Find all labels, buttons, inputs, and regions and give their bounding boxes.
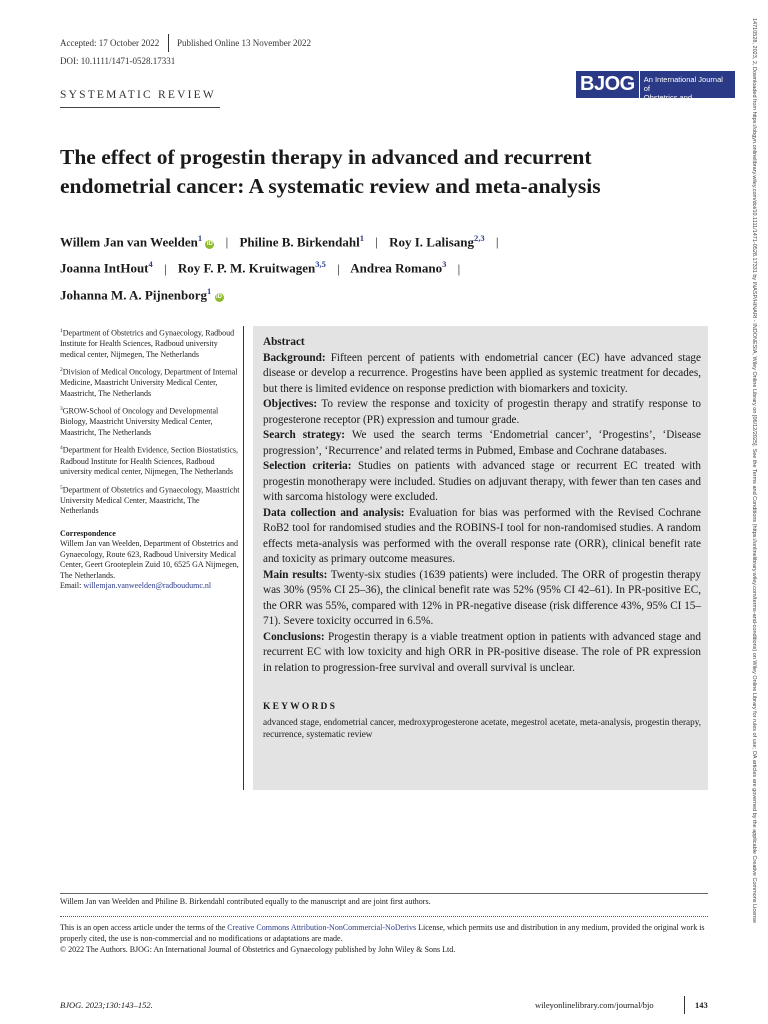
author-line-3: Johanna M. A. Pijnenborg$^1$ iD bbox=[60, 285, 222, 302]
journal-logo-subtitle: An International Journal of Obstetrics and Gynaecology bbox=[639, 71, 735, 98]
email-link[interactable]: willemjan.vanweelden@radboudumc.nl bbox=[83, 581, 212, 591]
section-label: SYSTEMATIC REVIEW bbox=[60, 89, 216, 101]
license-link[interactable]: Creative Commons Attribution-NonCommercial-NoDerivs bbox=[227, 923, 417, 932]
footnote-rule bbox=[60, 893, 708, 894]
page-number: 143 bbox=[695, 1000, 708, 1010]
footer-divider bbox=[684, 996, 685, 1014]
keywords-list: advanced stage, endometrial cancer, medroxyprogesterone acetate, megestrol acetate, meta-analysis, progestin therapy, recurrence, systematic review bbox=[263, 716, 701, 739]
affiliation-item: $^1$Department of Obstetrics and Gynaecology, Radboud Institute for Health Sciences, Radboud university medical center, Nijmegen, The Netherlands bbox=[60, 328, 235, 359]
author-name[interactable]: Joanna IntHout bbox=[60, 260, 149, 276]
article-title: The effect of progestin therapy in advanced and recurrent endometrial cancer: A systematic review and meta-analysis bbox=[60, 145, 601, 198]
abstract-background: Background: Fifteen percent of patients with endometrial cancer (EC) have advanced stage disease or develop a recurrence. Progestins have been applied as systemic treatment for decades, but there is limited evidence on response prediction with biomarkers and toxicity. bbox=[263, 351, 701, 395]
author-name[interactable]: Willem Jan van Weelden bbox=[60, 234, 198, 250]
author-name[interactable]: Roy F. P. M. Kruitwagen bbox=[177, 260, 316, 276]
contribution-note: Willem Jan van Weelden and Philine B. Birkendahl contributed equally to the manuscript and are joint first authors. bbox=[60, 897, 431, 906]
affiliations bbox=[60, 326, 240, 592]
published-date: Published Online 13 November 2022 bbox=[177, 38, 311, 48]
journal-logo bbox=[576, 71, 735, 111]
download-sidebar-text: 14710528, 2023, 2, Downloaded from https://obgyn.onlinelibrary.wiley.com/doi/10.1111/1471-0528.17331 by INASP/HINARI - INDONESIA, Wiley Online Library on [06/12/2025]. See the Terms and Conditions (https://onlinelibrary.wiley.com/terms-and-conditions) on Wiley Online Library for rules of use; OA articles are governed by the applicable Creative Commons License bbox=[751, 18, 757, 924]
author-name[interactable]: Andrea Romano bbox=[350, 260, 443, 276]
journal-logo-mark: BJOG bbox=[576, 71, 639, 98]
abstract-selection-criteria: Selection criteria: Studies on patients with advanced stage or recurrent EC treated with progestin monotherapy were included. Studies on adjuvant therapy, with fewer than ten cases and with sarcoma histology were excluded. bbox=[263, 460, 702, 503]
author-list bbox=[60, 227, 620, 306]
abstract-search-strategy: Search strategy: We used the search terms ‘Endometrial cancer’, ‘Progestins’, ‘Disease progression’, ‘Recurrence’ and related terms in Pubmed, Embase and Cochrane databases. bbox=[263, 429, 701, 457]
header-divider bbox=[168, 34, 169, 52]
affiliation-item: $^5$Department of Obstetrics and Gynaecology, Maastricht University Medical Center, Maastricht, The Netherlands bbox=[60, 484, 240, 516]
author-name[interactable]: Roy I. Lalisang bbox=[389, 234, 474, 250]
affiliation-item: $^3$GROW-School of Oncology and Developmental Biology, Maastricht University Medical Center, Maastricht, The Netherlands bbox=[60, 406, 219, 437]
abstract-heading: Abstract bbox=[263, 336, 305, 348]
author-name[interactable]: Philine B. Birkendahl bbox=[239, 234, 360, 250]
abstract-main-results: Main results: Twenty-six studies (1639 patients) were included. The ORR of progestin therapy was 30% (95% CI 25–36), the clinical benefit rate was 52% (95% CI 42–61). In PR-positive EC, the ORR was 55%, compared with 12% in PR-negative disease (risk difference 43%, 95% CI 15–71). Severe toxicity occurred in 6.5%. bbox=[263, 568, 701, 627]
author-line-2: Joanna IntHout$^4$ | Roy F. P. M. Kruitwagen$^{3,5}$ | Andrea Romano$^3$ | bbox=[60, 259, 461, 276]
abstract-content bbox=[263, 335, 701, 740]
abstract-objectives: Objectives: To review the response and toxicity of progestin therapy and stratify response to progesterone receptor (PR) expression and tumour grade. bbox=[263, 398, 701, 426]
section-underline bbox=[60, 107, 220, 108]
affiliation-item: $^4$Department for Health Evidence, Section Biostatistics, Radboud Institute for Health Sciences, Radboud university medical center, Nijmegen, The Netherlands bbox=[60, 445, 239, 477]
license-note: This is an open access article under the terms of the Creative Commons Attribution-NonCommercial-NoDerivs License, which permits use and distribution in any medium, provided the original work is properly cited, the use is non-commercial and no modifications or adaptations are made. © 2022 The Authors. BJOG: An International Journal of Obstetrics and Gynaecology published by John Wiley & Sons Ltd. bbox=[60, 922, 708, 955]
affiliation-item: $^2$Division of Medical Oncology, Department of Internal Medicine, Maastricht University Medical Center, Maastricht, The Netherlands bbox=[60, 367, 238, 398]
correspondence-text: Willem Jan van Weelden, Department of Obstetrics and Gynaecology, Route 623, Radboud University Medical Center, Geert Grooteplein Zuid 10, 6525 GA Nijmegen, The Netherlands. bbox=[60, 539, 239, 580]
footnote-dotted-rule bbox=[60, 916, 708, 917]
footer-url[interactable]: wileyonlinelibrary.com/journal/bjo bbox=[535, 1000, 654, 1010]
keywords-heading: KEYWORDS bbox=[263, 702, 338, 712]
doi[interactable]: DOI: 10.1111/1471-0528.17331 bbox=[60, 56, 176, 66]
abstract-box bbox=[253, 326, 708, 790]
column-divider bbox=[243, 326, 244, 790]
correspondence-heading: Correspondence bbox=[60, 528, 116, 538]
correspondence-email: Email: willemjan.vanweelden@radboudumc.nl bbox=[60, 581, 212, 591]
accepted-date: Accepted: 17 October 2022 bbox=[60, 38, 160, 48]
author-name[interactable]: Johanna M. A. Pijnenborg bbox=[60, 286, 207, 302]
footer-citation: BJOG. 2023;130:143–152. bbox=[60, 1000, 153, 1010]
orcid-icon[interactable]: iD bbox=[216, 293, 222, 300]
abstract-data-collection: Data collection and analysis: Evaluation for bias was performed with the Revised Cochrane RoB2 tool for randomised studies and the ROBINS-I tool for non-randomised studies. A random effects meta-analysis was performed with the overall response rate (ORR), clinical benefit rate and toxicity as primary outcome measures. bbox=[263, 506, 701, 565]
copyright-note: © 2022 The Authors. BJOG: An International Journal of Obstetrics and Gynaecology published by John Wiley & Sons Ltd. bbox=[60, 945, 456, 954]
orcid-icon[interactable]: iD bbox=[206, 241, 213, 248]
author-line-1: Willem Jan van Weelden$^1$ iD | Philine B. Birkendahl$^1$ | Roy I. Lalisang$^{2,3}$ | bbox=[60, 233, 499, 250]
abstract-conclusions: Conclusions: Progestin therapy is a viable treatment option in patients with advanced stage and recurrent EC with low toxicity and high ORR in PR-positive disease. The role of PR expression in relation to progression-free survival and overall survival is unclear. bbox=[263, 630, 701, 674]
